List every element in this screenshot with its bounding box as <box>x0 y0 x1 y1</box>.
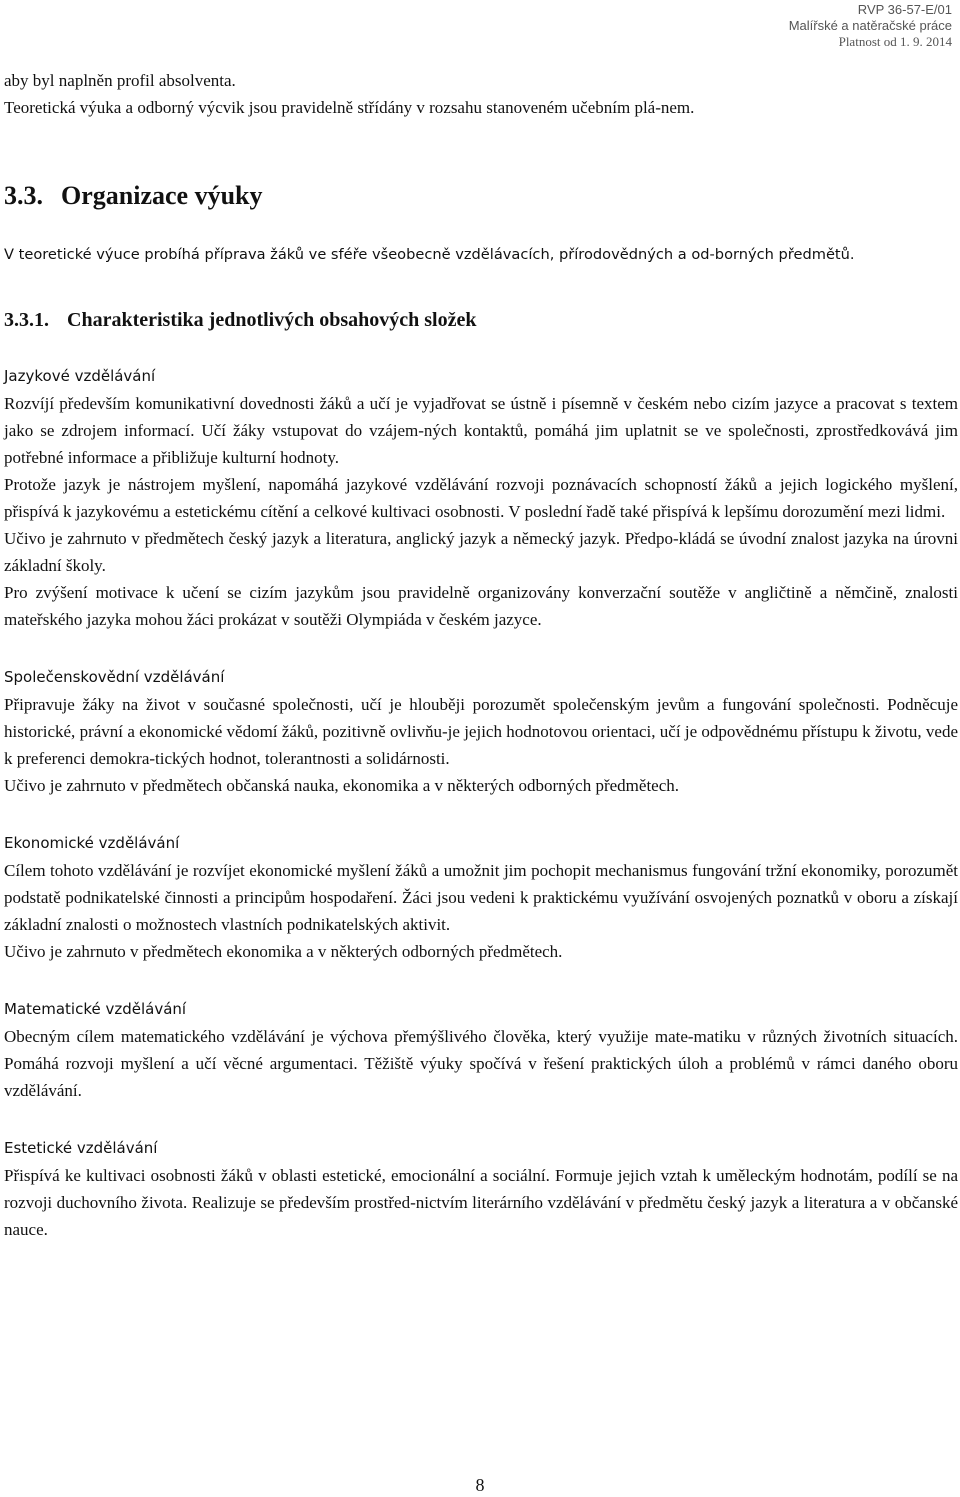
intro-line-1: aby byl naplněn profil absolventa. <box>4 71 236 90</box>
content-block-mathematics <box>4 996 958 1104</box>
block-paragraph: Pro zvýšení motivace k učení se cizím jazykům jsou pravidelně organizovány konverzační soutěže v angličtině a němčině, znalosti mateřského jazyka mohou žáci prokázat v soutěži Olympiáda v českém jazyce. <box>4 583 958 629</box>
block-paragraph: Obecným cílem matematického vzdělávání je výchova přemýšlivého člověka, který využije mate-matiku v různých životních situacích. Pomáhá rozvoji myšlení a učí věcné argumentaci. Těžiště výuky spočívá v řešení praktických úloh a problémů v rámci daného oboru vzdělávání. <box>4 1027 958 1100</box>
subsection-title: Charakteristika jednotlivých obsahových složek <box>67 309 477 331</box>
section-heading <box>4 181 958 211</box>
content-block-social-science <box>4 664 958 799</box>
block-paragraph: Cílem tohoto vzdělávání je rozvíjet ekonomické myšlení žáků a umožnit jim pochopit mechanismus fungování tržní ekonomiky, porozumět podstatě podnikatelské činnosti a principům hospodaření. Žáci jsou vedeni k praktickému využívání osvojených poznatků v oboru a získají základní znalosti o možnostech vlastních podnikatelských aktivit. <box>4 861 958 934</box>
document-body <box>4 67 958 1243</box>
header-field: Malířské a natěračské práce <box>788 18 952 33</box>
header-validity: Platnost od 1. 9. 2014 <box>838 34 952 49</box>
block-heading: Ekonomické vzdělávání <box>4 834 180 852</box>
block-paragraph: Učivo je zahrnuto v předmětech občanská nauka, ekonomika a v některých odborných předmětech. <box>4 776 680 795</box>
block-paragraph: Připravuje žáky na život v současné společnosti, učí je hlouběji porozumět společenským jevům a fungování společnosti. Podněcuje historické, právní a ekonomické vědomí žáků, pozitivně ovlivňu-je jejich hodnotovou orientaci, učí je odpovědnému přístupu k životu, vede k preferenci demokra-tických hodnot, tolerantnosti a solidárnosti. <box>4 695 958 768</box>
block-paragraph: Učivo je zahrnuto v předmětech český jazyk a literatura, anglický jazyk a německý jazyk. Předpo-kládá se úvodní znalost jazyka na úrovni základní školy. <box>4 529 958 575</box>
content-block-economics <box>4 830 958 965</box>
section-title: Organizace výuky <box>61 181 263 210</box>
subsection-number: 3.3.1. <box>4 309 49 331</box>
section-number: 3.3. <box>4 181 43 210</box>
block-heading: Matematické vzdělávání <box>4 1000 187 1018</box>
header-code: RVP 36-57-E/01 <box>857 2 952 17</box>
block-heading: Estetické vzdělávání <box>4 1139 158 1157</box>
section-text: V teoretické výuce probíhá příprava žáků ve sféře všeobecně vzdělávacích, přírodovědných a od-borných předmětů. <box>4 246 855 263</box>
block-paragraph: Přispívá ke kultivaci osobnosti žáků v oblasti estetické, emocionální a sociální. Formuje jejich vztah k uměleckým hodnotám, podílí se na rozvoji duchovního života. Realizuje se především prostřed-nictvím literárního vzdělávání v předmětu český jazyk a literatura a v občanské nauce. <box>4 1166 958 1239</box>
content-block-language <box>4 363 958 633</box>
block-heading: Společenskovědní vzdělávání <box>4 668 225 686</box>
subsection-heading <box>4 307 958 333</box>
page-header <box>789 2 952 50</box>
intro-line-2: Teoretická výuka a odborný výcvik jsou pravidelně střídány v rozsahu stanoveném učebním plá-nem. <box>4 98 695 117</box>
block-paragraph: Protože jazyk je nástrojem myšlení, napomáhá jazykové vzdělávání rozvoji poznávacích schopností žáků a jejich logického myšlení, přispívá k jazykovému a estetickému cítění a celkové kultivaci osobnosti. V poslední řadě také přispívá k lepšímu dorozumění mezi lidmi. <box>4 475 958 521</box>
page-number: 8 <box>475 1475 485 1495</box>
block-paragraph: Rozvíjí především komunikativní dovednosti žáků a učí je vyjadřovat se ústně i písemně v českém nebo cizím jazyce a pracovat s textem jako se zdrojem informací. Učí žáky vstupovat do vzájem-ných kontaktů, pomáhá jim uplatnit se ve společnosti, zprostředkovává jim potřebné informace a přibližuje kulturní hodnoty. <box>4 394 958 467</box>
content-block-aesthetics <box>4 1135 958 1243</box>
block-heading: Jazykové vzdělávání <box>4 367 156 385</box>
block-paragraph: Učivo je zahrnuto v předmětech ekonomika a v některých odborných předmětech. <box>4 942 563 961</box>
